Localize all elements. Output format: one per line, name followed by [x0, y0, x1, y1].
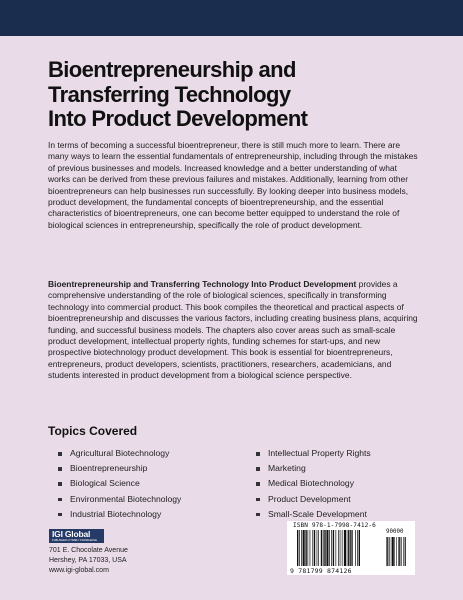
- topic-item: Marketing: [256, 461, 371, 476]
- topics-list-right: [256, 446, 371, 522]
- bullet-icon: [256, 498, 260, 502]
- bullet-icon: [58, 467, 62, 471]
- topic-item: Environmental Biotechnology: [58, 492, 181, 507]
- publisher-logo: [49, 529, 104, 543]
- bullet-icon: [256, 467, 260, 471]
- title-line-1: Bioentrepreneurship and: [48, 57, 296, 82]
- logo-name: IGI Global: [52, 529, 91, 539]
- publisher-address: [49, 546, 128, 575]
- address-line: Hershey, PA 17033, USA: [49, 556, 127, 564]
- topic-item: Agricultural Biotechnology: [58, 446, 181, 461]
- topic-item: Medical Biotechnology: [256, 476, 371, 491]
- description-text: provides a comprehensive understanding of the role of biological sciences, specifically in transforming technology into commercial product. This book compiles the theoretical and practical aspects of bioentrepreneurship and discusses the various factors, including creating business plans, acquiring funding, and successful business models. The chapters also cover areas such as small-scale product development, intellectual property rights, funding schemes for start-ups, and new prospective biotechnology product development. This book is essential for bioentrepreneurs, entrepreneurs, product developers, scientists, practitioners, researchers, academicians, and students interested in product development from a biological science perspective.: [48, 279, 418, 381]
- bullet-icon: [256, 482, 260, 486]
- publisher-website: www.igi-global.com: [49, 566, 109, 574]
- topics-list-left: [58, 446, 181, 522]
- description-paragraph: [48, 279, 418, 382]
- topics-heading: Topics Covered: [48, 424, 138, 438]
- barcode-addon-number: 90000: [386, 529, 404, 535]
- bullet-icon: [256, 513, 260, 517]
- bullet-icon: [58, 452, 62, 456]
- bullet-icon: [256, 452, 260, 456]
- topic-item: Industrial Biotechnology: [58, 507, 181, 522]
- topic-item: Biological Science: [58, 476, 181, 491]
- barcode-box: [287, 521, 415, 575]
- description-book-title: Bioentrepreneurship and Transferring Technology Into Product Development: [48, 279, 357, 289]
- top-color-band: [0, 0, 463, 36]
- isbn-text: ISBN 978-1-7998-7412-6: [293, 522, 376, 529]
- topic-item: Small-Scale Development: [256, 507, 371, 522]
- address-line: 701 E. Chocolate Avenue: [49, 547, 128, 554]
- topic-item: Intellectual Property Rights: [256, 446, 371, 461]
- topic-item: Bioentrepreneurship: [58, 461, 181, 476]
- intro-paragraph: In terms of becoming a successful bioentrepreneur, there is still much more to learn. There are many ways to learn the essential fundamentals of entrepreneurship, including through the mistakes of previous businesses and models. Increased knowledge and a better understanding of what works can be derived from these previous failures and mistakes. Additionally, learning from other bioentrepreneurs can help businesses run successfully. By looking deeper into business models, product development, the fundamental concepts of bioentrepreneurship, and the essential characteristics of bioentrepreneurs, one can become better equipped to understand the role of biological sciences in entrepreneurship, specifically the role of product development.: [48, 140, 418, 230]
- barcode-digits: 9 781799 874126: [290, 567, 352, 575]
- bullet-icon: [58, 482, 62, 486]
- book-title: [48, 58, 428, 132]
- bullet-icon: [58, 513, 62, 517]
- topic-item: Product Development: [256, 492, 371, 507]
- logo-tagline: PUBLISHER of TIMELY KNOWLEDGE: [52, 538, 97, 542]
- bullet-icon: [58, 498, 62, 502]
- title-line-2: Transferring Technology: [48, 81, 291, 107]
- title-line-3: Into Product Development: [48, 106, 308, 131]
